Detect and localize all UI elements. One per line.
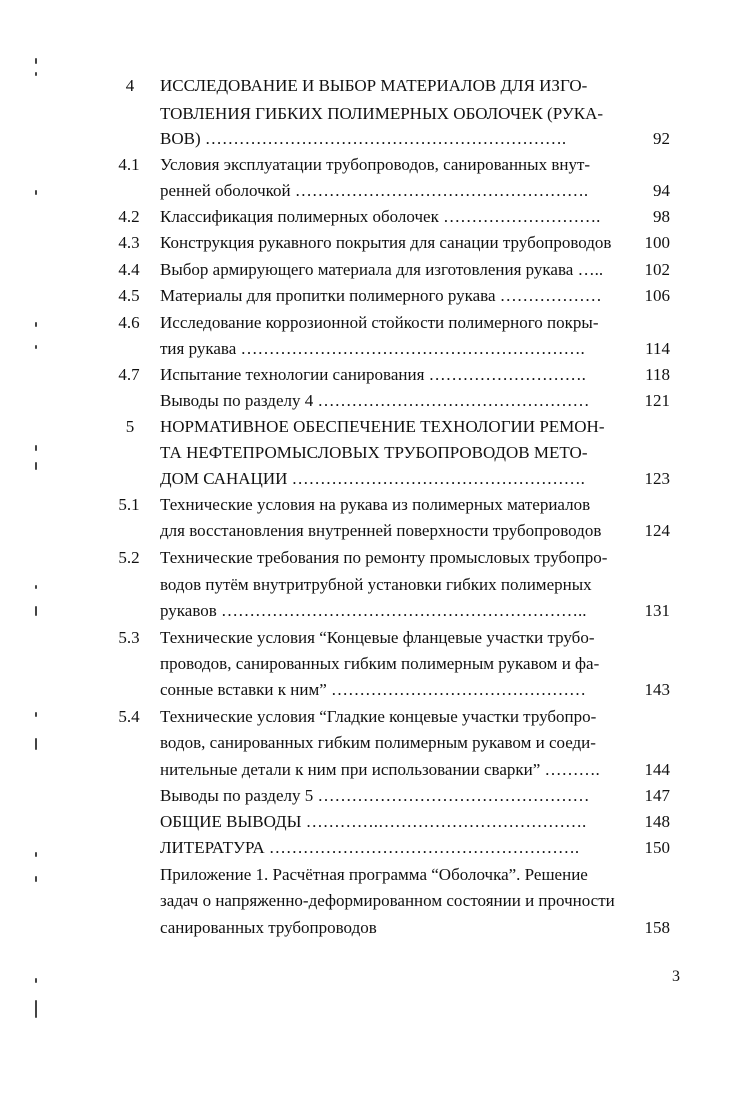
- toc-page-number: 148: [644, 812, 670, 831]
- toc-number: 4: [125, 76, 135, 95]
- toc-page-number: 158: [644, 918, 670, 937]
- toc-line: [0, 229, 733, 257]
- toc-number: 5.4: [118, 707, 140, 726]
- toc-line: [0, 544, 733, 572]
- toc-line: [0, 914, 733, 942]
- toc-title: Исследование коррозионной стойкости полимерного покры-: [160, 313, 599, 332]
- toc-number: 4.7: [118, 365, 140, 384]
- toc-page-number: 118: [645, 365, 670, 384]
- toc-title: НОРМАТИВНОЕ ОБЕСПЕЧЕНИЕ ТЕХНОЛОГИИ РЕМОН-: [160, 417, 605, 436]
- toc-line: [0, 597, 733, 625]
- toc-line: [0, 729, 733, 757]
- toc-title: Выводы по разделу 4 …………………………………………: [160, 391, 590, 410]
- toc-number: 4.1: [118, 155, 140, 174]
- toc-line: [0, 72, 733, 100]
- toc-title: ренней оболочкой …………………………………………….: [160, 181, 589, 200]
- toc-line: [0, 439, 733, 467]
- toc-title: Конструкция рукавного покрытия для санации трубопроводов: [160, 233, 612, 252]
- toc-title: сонные вставки к ним” ………………………………………: [160, 680, 587, 699]
- toc-line: [0, 782, 733, 810]
- toc-title: ВОВ) ……………………………………………………….: [160, 129, 567, 148]
- toc-line: [0, 624, 733, 652]
- toc-page-number: 102: [644, 260, 670, 279]
- toc-number: 5: [125, 417, 135, 436]
- toc-number: 4.3: [118, 233, 140, 252]
- toc-line: [0, 703, 733, 731]
- toc-page-number: 100: [644, 233, 670, 252]
- toc-line: [0, 387, 733, 415]
- toc-line: [0, 256, 733, 284]
- toc-line: [0, 177, 733, 205]
- toc-title: нительные детали к ним при использовании сварки” ……….: [160, 760, 600, 779]
- toc-title: санированных трубопроводов: [160, 918, 377, 937]
- toc-title: ТОВЛЕНИЯ ГИБКИХ ПОЛИМЕРНЫХ ОБОЛОЧЕК (РУКА-: [160, 104, 604, 123]
- toc-number: 4.4: [118, 260, 140, 279]
- toc-title: ОБЩИЕ ВЫВОДЫ ………….……………………………….: [160, 812, 587, 831]
- toc-title: рукавов ………………………………………………………..: [160, 601, 587, 620]
- toc-title: для восстановления внутренней поверхности трубопроводов: [160, 521, 602, 540]
- toc-number: 4.5: [118, 286, 140, 305]
- toc-title: задач о напряженно-деформированном состоянии и прочности: [160, 891, 615, 910]
- toc-title: Испытание технологии санирования ……………………….: [160, 365, 586, 384]
- toc-number: 5.3: [118, 628, 140, 647]
- toc-line: [0, 517, 733, 545]
- toc-page-number: 131: [644, 601, 670, 620]
- toc-number: 5.1: [118, 495, 140, 514]
- toc-line: [0, 335, 733, 363]
- toc-line: [0, 282, 733, 310]
- toc-line: [0, 676, 733, 704]
- toc-line: [0, 491, 733, 519]
- toc-title: Технические требования по ремонту промысловых трубопро-: [160, 548, 608, 567]
- toc-line: [0, 361, 733, 389]
- toc-page-number: 123: [644, 469, 670, 488]
- toc-line: [0, 834, 733, 862]
- page-number: 3: [672, 968, 680, 985]
- toc-line: [0, 465, 733, 493]
- scan-mark: [35, 978, 37, 983]
- scan-mark: [35, 1000, 37, 1018]
- toc-page-number: 114: [645, 339, 670, 358]
- toc-line: [0, 808, 733, 836]
- toc-title: Выбор армирующего материала для изготовления рукава …..: [160, 260, 604, 279]
- toc-title: Технические условия на рукава из полимерных материалов: [160, 495, 591, 514]
- toc-page-number: 94: [653, 181, 670, 200]
- toc-title: Условия эксплуатации трубопроводов, санированных внут-: [160, 155, 591, 174]
- toc-line: [0, 887, 733, 915]
- toc-title: водов, санированных гибким полимерным рукавом и соеди-: [160, 733, 596, 752]
- toc-title: Выводы по разделу 5 …………………………………………: [160, 786, 590, 805]
- toc-title: тия рукава …………………………………………………….: [160, 339, 585, 358]
- toc-title: Классификация полимерных оболочек ……………………….: [160, 207, 601, 226]
- toc-line: [0, 203, 733, 231]
- scan-mark: [35, 58, 37, 64]
- toc-page-number: 106: [644, 286, 670, 305]
- toc-title: Технические условия “Концевые фланцевые участки трубо-: [160, 628, 595, 647]
- toc-page-number: 147: [644, 786, 670, 805]
- toc-number: 5.2: [118, 548, 140, 567]
- toc-title: ИССЛЕДОВАНИЕ И ВЫБОР МАТЕРИАЛОВ ДЛЯ ИЗГО-: [160, 76, 588, 95]
- toc-title: Технические условия “Гладкие концевые участки трубопро-: [160, 707, 597, 726]
- toc-title: водов путём внутритрубной установки гибких полимерных: [160, 575, 592, 594]
- toc-title: ТА НЕФТЕПРОМЫСЛОВЫХ ТРУБОПРОВОДОВ МЕТО-: [160, 443, 588, 462]
- toc-title: Материалы для пропитки полимерного рукава ………………: [160, 286, 602, 305]
- toc-title: проводов, санированных гибким полимерным рукавом и фа-: [160, 654, 600, 673]
- toc-line: [0, 100, 733, 128]
- toc-line: [0, 413, 733, 441]
- toc-line: [0, 309, 733, 337]
- toc-number: 4.2: [118, 207, 140, 226]
- toc-line: [0, 151, 733, 179]
- toc-page-number: 98: [653, 207, 670, 226]
- toc-page-number: 92: [653, 129, 670, 148]
- toc-number: 4.6: [118, 313, 140, 332]
- toc-page-number: 150: [644, 838, 670, 857]
- toc-page-number: 143: [644, 680, 670, 699]
- toc-title: Приложение 1. Расчётная программа “Оболочка”. Решение: [160, 865, 588, 884]
- toc-page-number: 144: [644, 760, 670, 779]
- toc-title: ДОМ САНАЦИИ …………………………………………….: [160, 469, 585, 488]
- toc-page-number: 121: [644, 391, 670, 410]
- toc-line: [0, 125, 733, 153]
- toc-line: [0, 756, 733, 784]
- toc-page-number: 124: [644, 521, 670, 540]
- toc-title: ЛИТЕРАТУРА ……………………………………………….: [160, 838, 580, 857]
- toc-line: [0, 650, 733, 678]
- toc-line: [0, 861, 733, 889]
- toc-line: [0, 571, 733, 599]
